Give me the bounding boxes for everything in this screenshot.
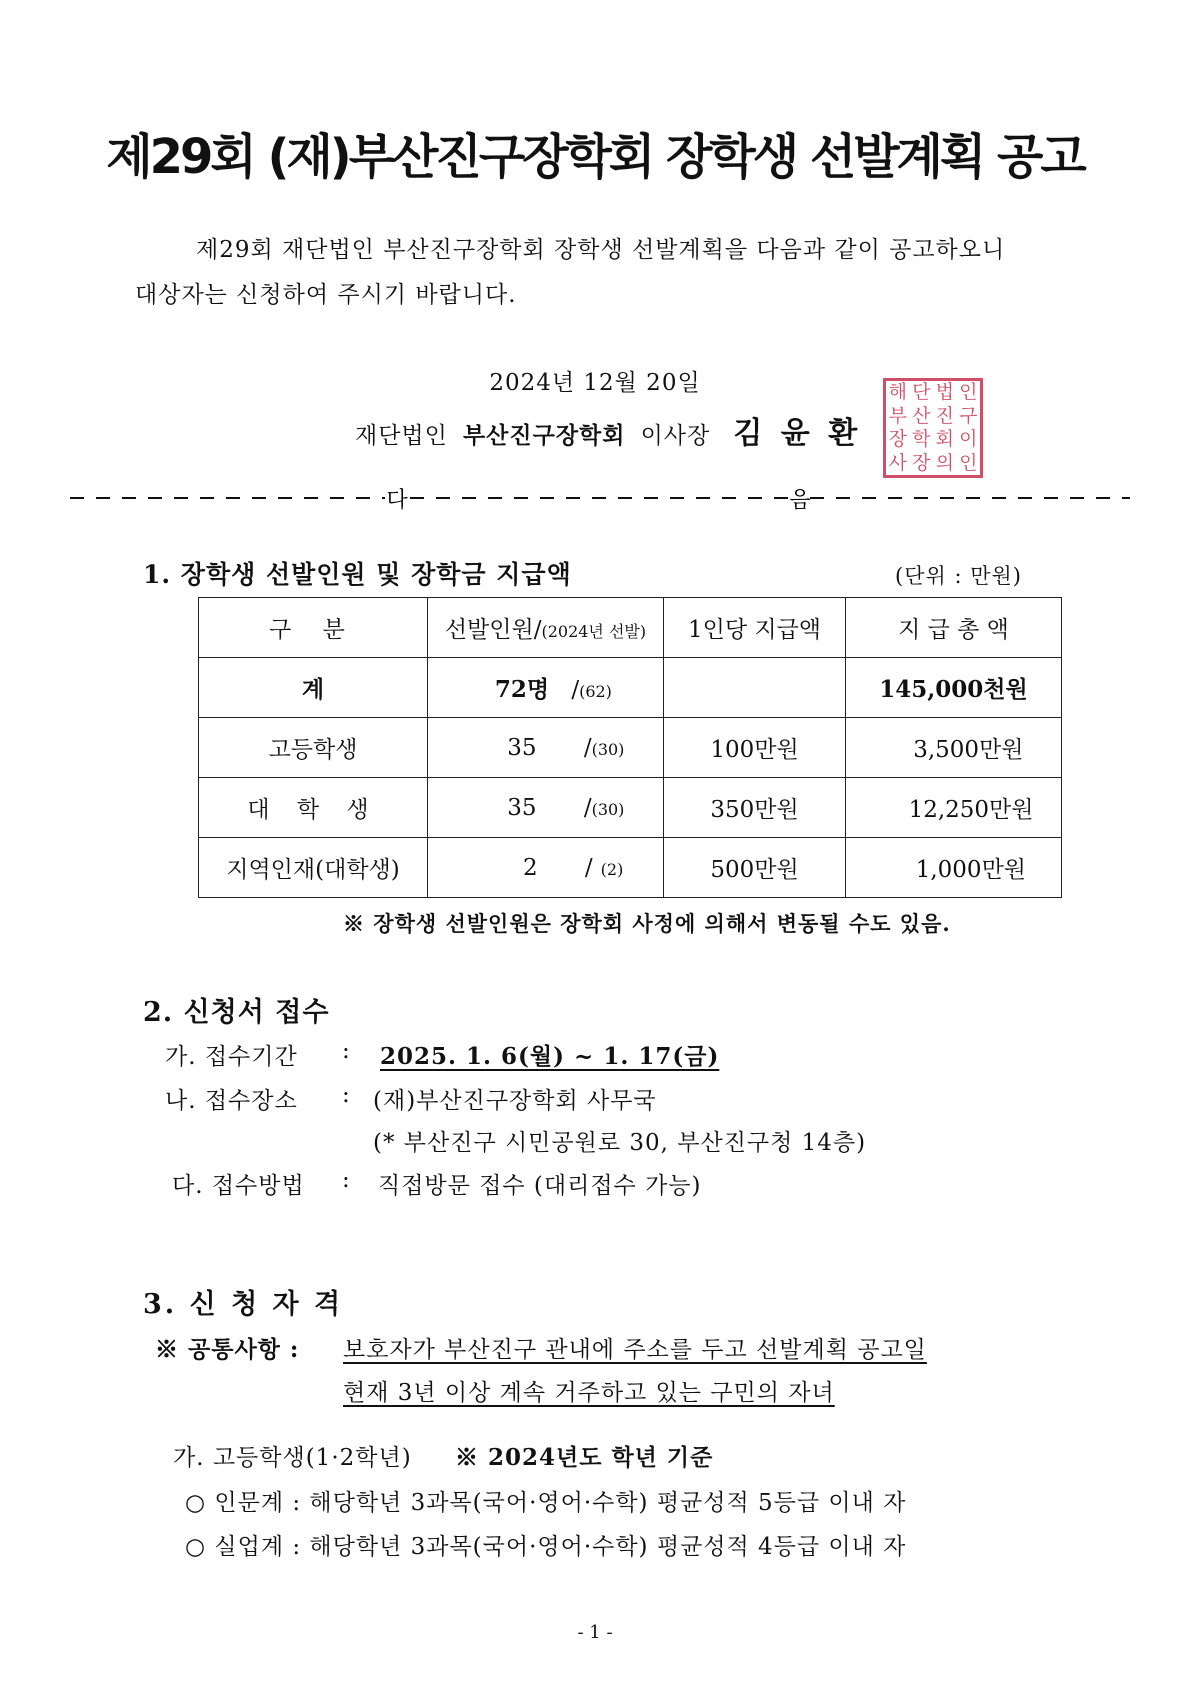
place-value: (재)부산진구장학회 사무국 <box>373 1088 657 1114</box>
row-category: 지역인재(대학생) <box>199 838 428 898</box>
signature-role: 이사장 <box>640 423 711 449</box>
section1-note: ※ 장학생 선발인원은 장학회 사정에 의해서 변동될 수도 있음. <box>343 911 951 936</box>
row-category: 계 <box>199 658 428 718</box>
section1-unit: (단위 : 만원) <box>895 564 1022 588</box>
row-count: 2 / (2) <box>428 838 664 898</box>
table-header-row <box>199 598 1062 658</box>
signature-line <box>355 408 861 452</box>
scholarship-table <box>198 597 1062 898</box>
section2-heading: 2. 신청서 접수 <box>143 997 330 1028</box>
common-label: ※ 공통사항 : <box>155 1336 300 1363</box>
seal-glyph: 의 <box>935 451 954 474</box>
intro-line-2: 대상자는 신청하여 주시기 바랍니다. <box>135 282 517 308</box>
period-label: 가. 접수기간 <box>165 1044 298 1070</box>
seal-glyph: 법 <box>935 381 954 404</box>
header-per-person: 1인당 지급액 <box>664 598 846 658</box>
row-per-person: 500만원 <box>664 838 846 898</box>
row-count: 35 /(30) <box>428 778 664 838</box>
sub-a-basis: ※ 2024년도 학년 기준 <box>455 1444 714 1471</box>
seal-glyph: 해 <box>888 381 907 404</box>
place-label: 나. 접수장소 <box>165 1088 298 1114</box>
header-count: 선발인원/(2024년 선발) <box>428 598 664 658</box>
criteria-vocational: ○ 실업계 : 해당학년 3과목(국어·영어·수학) 평균성적 4등급 이내 자 <box>185 1534 907 1560</box>
seal-glyph: 인 <box>959 451 978 474</box>
divider-left-char: 다 <box>386 488 408 513</box>
seal-glyph: 회 <box>935 428 954 451</box>
header-category: 구 분 <box>199 598 428 658</box>
seal-glyph: 인 <box>959 381 978 404</box>
period-value: 2025. 1. 6(월) ~ 1. 17(금) <box>380 1043 720 1070</box>
signature-prefix: 재단법인 <box>355 423 448 449</box>
seal-glyph: 구 <box>959 404 978 427</box>
seal-glyph: 단 <box>912 381 931 404</box>
sub-a-label: 가. 고등학생(1·2학년) <box>173 1445 412 1471</box>
period-colon: : <box>342 1038 351 1064</box>
section-divider <box>70 485 1130 515</box>
row-count: 35 /(30) <box>428 718 664 778</box>
row-total: 145,000천원 <box>846 658 1062 718</box>
method-colon: : <box>342 1167 351 1193</box>
announcement-date: 2024년 12월 20일 <box>489 370 701 396</box>
row-category: 고등학생 <box>199 718 428 778</box>
seal-glyph: 부 <box>888 404 907 427</box>
header-total: 지 급 총 액 <box>846 598 1062 658</box>
page-number: - 1 - <box>577 1622 613 1643</box>
row-total: 3,500만원 <box>846 718 1062 778</box>
section3-heading: 3. 신 청 자 격 <box>143 1289 344 1320</box>
official-seal <box>883 378 983 478</box>
criteria-humanities: ○ 인문계 : 해당학년 3과목(국어·영어·수학) 평균성적 5등급 이내 자 <box>185 1490 907 1516</box>
row-category: 대 학 생 <box>199 778 428 838</box>
table-row <box>199 718 1062 778</box>
seal-glyph: 장 <box>888 428 907 451</box>
seal-glyph: 진 <box>935 404 954 427</box>
seal-glyph: 사 <box>888 451 907 474</box>
table-row <box>199 778 1062 838</box>
section1-heading: 1. 장학생 선발인원 및 장학금 지급액 <box>143 560 572 589</box>
seal-glyph: 이 <box>959 428 978 451</box>
place-colon: : <box>342 1082 351 1108</box>
table-row <box>199 658 1062 718</box>
seal-glyph: 산 <box>912 404 931 427</box>
page-title: 제29회 (재)부산진구장학회 장학생 선발계획 공고 <box>106 129 1084 185</box>
intro-line-1: 제29회 재단법인 부산진구장학회 장학생 선발계획을 다음과 같이 공고하오니 <box>196 237 1006 263</box>
row-total: 12,250만원 <box>846 778 1062 838</box>
place-note: (* 부산진구 시민공원로 30, 부산진구청 14층) <box>373 1130 867 1156</box>
method-value: 직접방문 접수 (대리접수 가능) <box>378 1173 702 1199</box>
table-row <box>199 838 1062 898</box>
row-per-person <box>664 658 846 718</box>
row-total: 1,000만원 <box>846 838 1062 898</box>
signature-name: 김 윤 환 <box>733 416 862 451</box>
seal-glyph: 장 <box>912 451 931 474</box>
row-per-person: 350만원 <box>664 778 846 838</box>
common-line-2: 현재 3년 이상 계속 거주하고 있는 구민의 자녀 <box>343 1380 835 1406</box>
method-label: 다. 접수방법 <box>172 1173 305 1199</box>
seal-glyph: 학 <box>912 428 931 451</box>
common-line-1: 보호자가 부산진구 관내에 주소를 두고 선발계획 공고일 <box>343 1337 927 1363</box>
signature-org: 부산진구장학회 <box>462 422 626 449</box>
divider-right-char: 음 <box>789 488 811 513</box>
row-count: 72명 /(62) <box>428 658 664 718</box>
row-per-person: 100만원 <box>664 718 846 778</box>
